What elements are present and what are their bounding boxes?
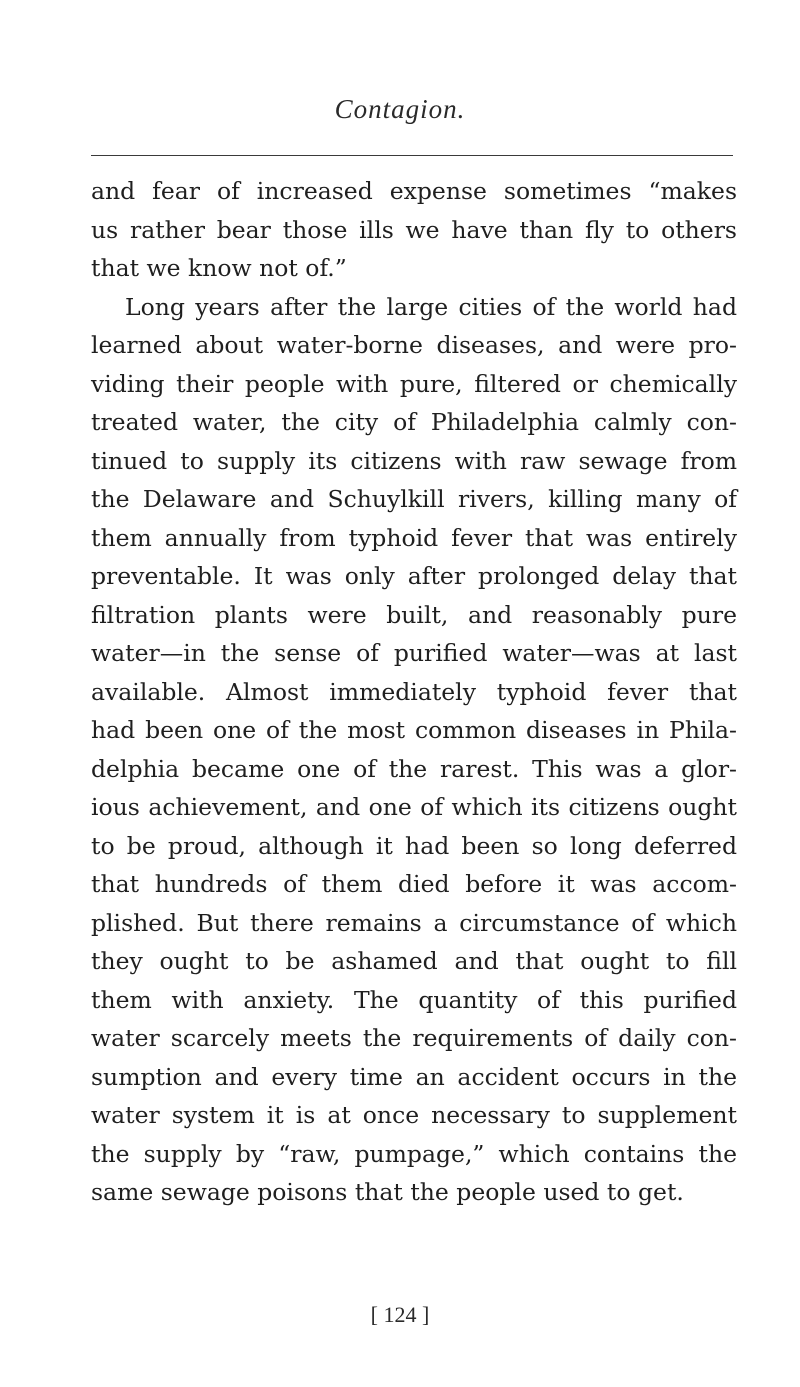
text-line: the Delaware and Schuylkill rivers, killing many of (91, 485, 737, 513)
text-line: learned about water-borne diseases, and were pro- (91, 331, 737, 359)
text-line: us rather bear those ills we have than fly to others (91, 215, 737, 244)
text-line: water—in the sense of purified water—was at last (91, 639, 737, 667)
text-line: had been one of the most common diseases in Phila- (91, 716, 737, 744)
header-rule (91, 155, 733, 156)
text-line: delphia became one of the rarest. This was a glor- (91, 754, 737, 783)
running-head-title: Contagion. (334, 94, 466, 124)
text-line: plished. But there remains a circumstance of which (91, 908, 737, 937)
text-line: filtration plants were built, and reasonably pure (91, 600, 737, 629)
text-line: preventable. It was only after prolonged delay that (91, 562, 737, 590)
text-line: ious achievement, and one of which its citizens ought (91, 793, 737, 821)
text-line: and fear of increased expense sometimes “makes (91, 177, 737, 205)
text-line: treated water, the city of Philadelphia calmly con- (91, 408, 737, 436)
text-line: water system it is at once necessary to supplement (91, 1101, 737, 1129)
text-line: the supply by “raw, pumpage,” which contains the (91, 1139, 737, 1168)
text-line: same sewage poisons that the people used to get. (91, 1178, 684, 1206)
text-line: to be proud, although it had been so long deferred (91, 831, 737, 860)
page-number: [ 124 ] (370, 1302, 430, 1327)
text-line: that hundreds of them died before it was accom- (91, 870, 737, 898)
text-line: Long years after the large cities of the world had (125, 292, 737, 321)
text-line: viding their people with pure, filtered or chemically (91, 369, 737, 398)
text-line: tinued to supply its citizens with raw sewage from (91, 446, 737, 475)
text-line: that we know not of.” (91, 254, 347, 282)
body-text (91, 172, 737, 1212)
text-line: sumption and every time an accident occurs in the (91, 1062, 737, 1091)
text-line: water scarcely meets the requirements of daily con- (91, 1024, 737, 1052)
text-line: they ought to be ashamed and that ought to fill (91, 947, 737, 975)
text-line: them annually from typhoid fever that was entirely (91, 523, 737, 552)
text-line: available. Almost immediately typhoid fever that (91, 677, 737, 706)
text-line: them with anxiety. The quantity of this purified (91, 985, 737, 1014)
